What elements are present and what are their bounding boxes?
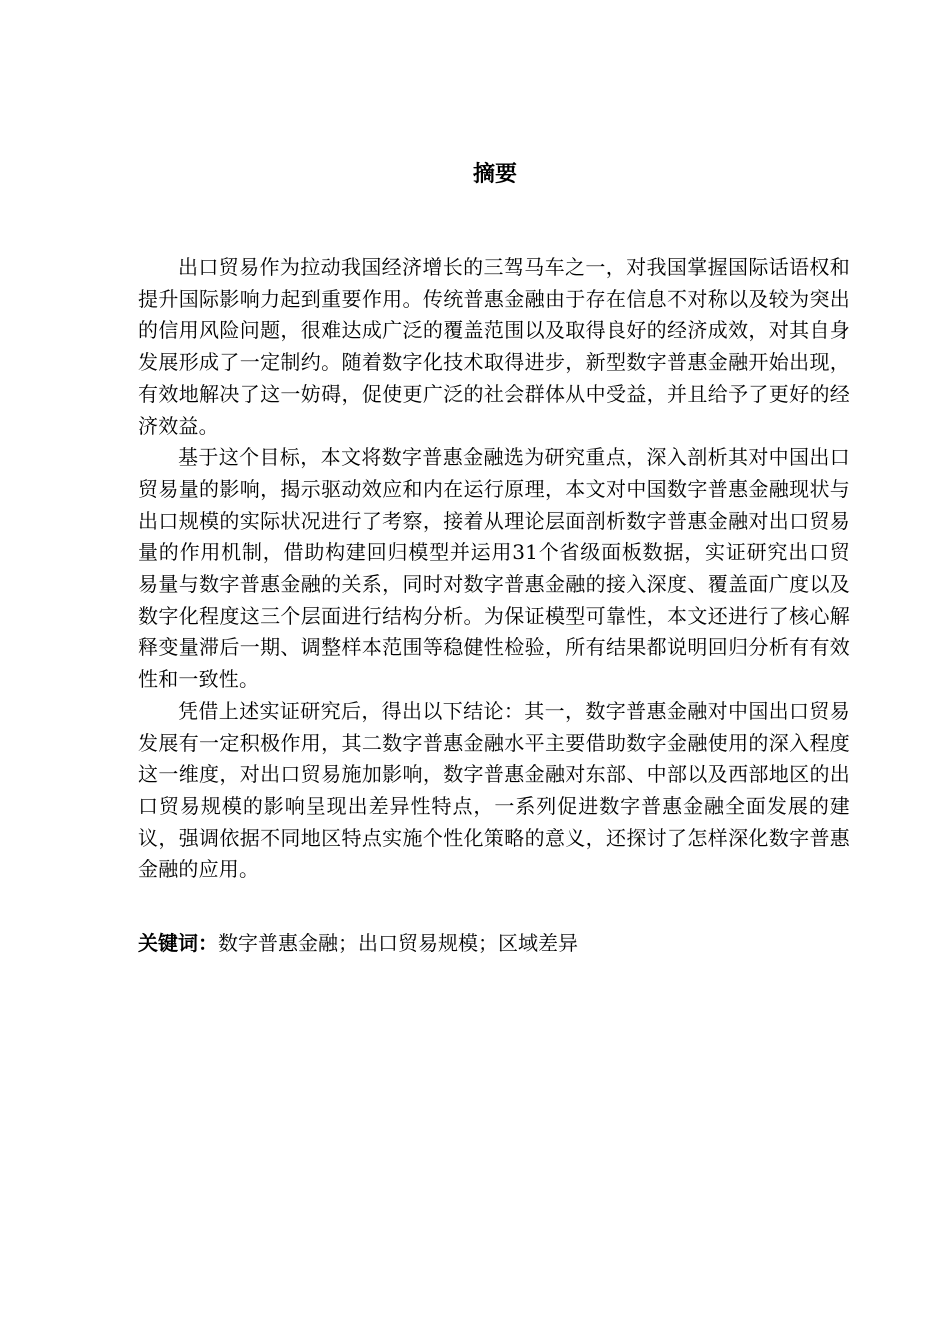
keywords-line xyxy=(138,928,850,958)
abstract-paragraph-1: 出口贸易作为拉动我国经济增长的三驾马车之一，对我国掌握国际话语权和提升国际影响力起到重要作用。传统普惠金融由于存在信息不对称以及较为突出的信用风险问题，很难达成广泛的覆盖范围以及取得良好的经济成效，对其自身发展形成了一定制约。随着数字化技术取得进步，新型数字普惠金融开始出现，有效地解决了这一妨碍，促使更广泛的社会群体从中受益，并且给予了更好的经济效益。 xyxy=(138,255,850,438)
keywords-label: 关键词： xyxy=(138,931,218,955)
abstract-body xyxy=(138,252,850,886)
abstract-paragraph-2: 基于这个目标，本文将数字普惠金融选为研究重点，深入剖析其对中国出口贸易量的影响，揭示驱动效应和内在运行原理，本文对中国数字普惠金融现状与出口规模的实际状况进行了考察，接着从理论层面剖析数字普惠金融对出口贸易量的作用机制，借助构建回归模型并运用31个省级面板数据，实证研究出口贸易量与数字普惠金融的关系，同时对数字普惠金融的接入深度、覆盖面广度以及数字化程度这三个层面进行结构分析。为保证模型可靠性，本文还进行了核心解释变量滞后一期、调整样本范围等稳健性检验，所有结果都说明回归分析有有效性和一致性。 xyxy=(138,445,850,692)
abstract-paragraph-3: 凭借上述实证研究后，得出以下结论：其一，数字普惠金融对中国出口贸易发展有一定积极作用，其二数字普惠金融水平主要借助数字金融使用的深入程度这一维度，对出口贸易施加影响，数字普惠金融对东部、中部以及西部地区的出口贸易规模的影响呈现出差异性特点，一系列促进数字普惠金融全面发展的建议，强调依据不同地区特点实施个性化策略的意义，还探讨了怎样深化数字普惠金融的应用。 xyxy=(138,698,850,882)
keywords-text: 数字普惠金融；出口贸易规模；区域差异 xyxy=(218,931,578,955)
abstract-title: 摘要 xyxy=(472,162,517,187)
